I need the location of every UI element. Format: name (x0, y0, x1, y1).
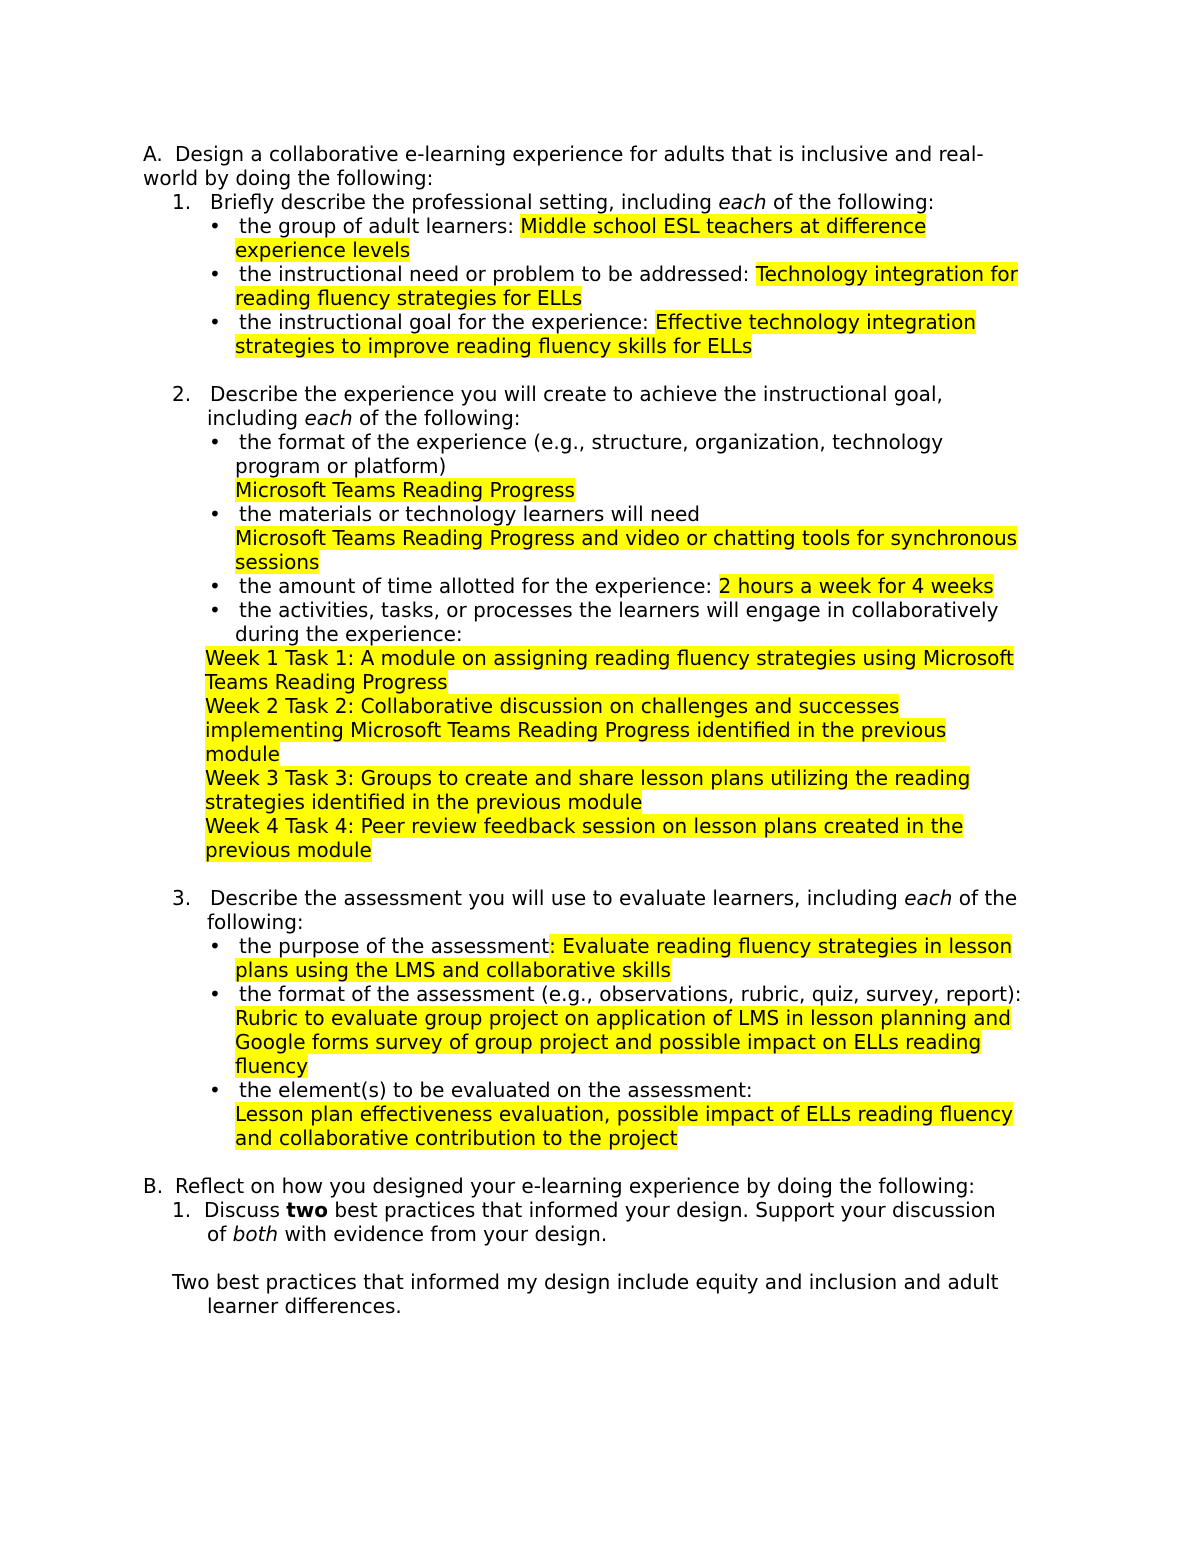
item-a2-label: 2. (172, 382, 192, 406)
highlighted-answer: experience levels (235, 238, 411, 262)
bullet-time (0, 574, 1200, 598)
bullet-icon: • (209, 1078, 221, 1102)
bullet-materials-answer-cont (0, 550, 1200, 574)
bullet-elements-answer (0, 1102, 1200, 1126)
highlighted-answer: implementing Microsoft Teams Reading Progress identified in the previous (205, 718, 947, 742)
item-a1-heading (0, 190, 1200, 214)
bullet-learners (0, 214, 1200, 238)
highlighted-answer: 2 hours a week for 4 weeks (718, 574, 994, 598)
highlighted-answer: Teams Reading Progress (205, 670, 448, 694)
response-line2: learner differences. (207, 1294, 402, 1318)
week-line (0, 790, 1200, 814)
bullet-prompt: the materials or technology learners will need (239, 502, 700, 526)
bullet-icon: • (209, 982, 221, 1006)
section-a-heading (0, 142, 1200, 166)
bullet-materials (0, 502, 1200, 526)
bullet-prompt: the element(s) to be evaluated on the assessment: (239, 1078, 753, 1102)
highlighted-answer: previous module (205, 838, 372, 862)
bullet-prompt: the activities, tasks, or processes the learners will engage in collaboratively (239, 598, 999, 622)
bullet-elements (0, 1078, 1200, 1102)
bullet-materials-answer (0, 526, 1200, 550)
highlighted-answer: strategies to improve reading fluency skills for ELLs (235, 334, 753, 358)
spacer (0, 1150, 1200, 1174)
week-line (0, 814, 1200, 838)
item-b1-text: Discuss (204, 1198, 287, 1222)
bullet-purpose-cont (0, 958, 1200, 982)
bullet-assessment-format-answer (0, 1054, 1200, 1078)
highlighted-answer: fluency (235, 1054, 309, 1078)
bullet-purpose (0, 934, 1200, 958)
bullet-icon: • (209, 214, 221, 238)
item-b1-heading (0, 1198, 1200, 1222)
highlighted-answer: Google forms survey of group project and possible impact on ELLs reading (235, 1030, 982, 1054)
highlighted-answer: Week 4 Task 4: Peer review feedback session on lesson plans created in the (205, 814, 964, 838)
highlighted-answer: Microsoft Teams Reading Progress and video or chatting tools for synchronous (235, 526, 1018, 550)
bullet-icon: • (209, 310, 221, 334)
bullet-prompt: the group of adult learners: (239, 214, 521, 238)
bullet-format-answer (0, 478, 1200, 502)
highlighted-answer: Rubric to evaluate group project on application of LMS in lesson planning and (235, 1006, 1011, 1030)
highlighted-answer: Week 3 Task 3: Groups to create and share lesson plans utilizing the reading (205, 766, 971, 790)
week-line (0, 646, 1200, 670)
item-a3-heading (0, 886, 1200, 910)
highlighted-answer: Microsoft Teams Reading Progress (235, 478, 575, 502)
bullet-goal (0, 310, 1200, 334)
bullet-elements-answer (0, 1126, 1200, 1150)
item-b1-emphasis: both (232, 1222, 279, 1246)
week-line (0, 742, 1200, 766)
document-page (0, 142, 1200, 1318)
item-b1-text: of (207, 1222, 233, 1246)
item-a3-emphasis: each (904, 886, 953, 910)
section-b-label: B. (143, 1174, 164, 1198)
bullet-prompt: the format of the experience (e.g., structure, organization, technology (239, 430, 944, 454)
week-line (0, 694, 1200, 718)
item-a2-line2 (0, 406, 1200, 430)
item-b1-strong: two (286, 1198, 329, 1222)
highlighted-answer: Lesson plan effectiveness evaluation, possible impact of ELLs reading fluency (235, 1102, 1013, 1126)
bullet-icon: • (209, 430, 221, 454)
bullet-learners-cont (0, 238, 1200, 262)
spacer (0, 358, 1200, 382)
item-a3-text: Describe the assessment you will use to evaluate learners, including (210, 886, 905, 910)
bullet-icon: • (209, 502, 221, 526)
bullet-assessment-format-answer (0, 1030, 1200, 1054)
bullet-prompt: the purpose of the assessment (239, 934, 550, 958)
highlighted-answer: and collaborative contribution to the project (235, 1126, 678, 1150)
highlighted-answer: module (205, 742, 280, 766)
item-a3-label: 3. (172, 886, 192, 910)
bullet-activities-cont: during the experience: (235, 622, 463, 646)
bullet-prompt: the instructional need or problem to be addressed: (239, 262, 756, 286)
item-b1-text-after: with evidence from your design. (278, 1222, 608, 1246)
bullet-format (0, 430, 1200, 454)
section-a-label: A. (143, 142, 163, 166)
bullet-goal-cont (0, 334, 1200, 358)
spacer (0, 862, 1200, 886)
bullet-icon: • (209, 574, 221, 598)
highlighted-answer: : Evaluate reading fluency strategies in lesson (549, 934, 1013, 958)
item-a1-label: 1. (172, 190, 192, 214)
highlighted-answer: Week 2 Task 2: Collaborative discussion on challenges and successes (205, 694, 900, 718)
item-a1-text: Briefly describe the professional setting, including (210, 190, 719, 214)
bullet-prompt: the format of the assessment (e.g., observations, rubric, quiz, survey, report): (239, 982, 1022, 1006)
highlighted-answer: Week 1 Task 1: A module on assigning reading fluency strategies using Microsoft (205, 646, 1014, 670)
section-a-intro-line2: world by doing the following: (143, 166, 434, 190)
item-a2-heading (0, 382, 1200, 406)
item-a1-text-after: of the following: (766, 190, 935, 214)
item-a3-text-after: of the (952, 886, 1018, 910)
item-a2-text-after: of the following: (352, 406, 521, 430)
item-a2-text: Describe the experience you will create to achieve the instructional goal, (210, 382, 943, 406)
response-line1: Two best practices that informed my design include equity and inclusion and adult (172, 1270, 999, 1294)
item-a3-line2: following: (207, 910, 304, 934)
highlighted-answer: Middle school ESL teachers at difference (520, 214, 927, 238)
highlighted-answer: strategies identified in the previous module (205, 790, 643, 814)
bullet-need (0, 262, 1200, 286)
highlighted-answer: Effective technology integration (655, 310, 977, 334)
bullet-format-cont: program or platform) (235, 454, 447, 478)
item-b1-label: 1. (172, 1198, 192, 1222)
section-b-intro: Reflect on how you designed your e-learning experience by doing the following: (175, 1174, 976, 1198)
bullet-prompt: the instructional goal for the experience: (239, 310, 656, 334)
bullet-assessment-format-answer (0, 1006, 1200, 1030)
bullet-icon: • (209, 934, 221, 958)
bullet-prompt: the amount of time allotted for the experience: (239, 574, 719, 598)
week-line (0, 670, 1200, 694)
item-a1-emphasis: each (718, 190, 767, 214)
week-line (0, 718, 1200, 742)
bullet-need-cont (0, 286, 1200, 310)
bullet-icon: • (209, 598, 221, 622)
section-b-heading (0, 1174, 1200, 1198)
bullet-icon: • (209, 262, 221, 286)
item-b1-text-after: best practices that informed your design. Support your discussion (328, 1198, 996, 1222)
highlighted-answer: Technology integration for (755, 262, 1018, 286)
bullet-activities (0, 598, 1200, 622)
week-line (0, 766, 1200, 790)
bullet-assessment-format (0, 982, 1200, 1006)
item-a2-emphasis: each (304, 406, 353, 430)
spacer (0, 1246, 1200, 1270)
highlighted-answer: sessions (235, 550, 320, 574)
item-b1-line2 (0, 1222, 1200, 1246)
section-a-intro-line1: Design a collaborative e-learning experience for adults that is inclusive and real- (175, 142, 984, 166)
highlighted-answer: reading fluency strategies for ELLs (235, 286, 583, 310)
week-line (0, 838, 1200, 862)
highlighted-answer: plans using the LMS and collaborative skills (235, 958, 671, 982)
item-a2-text: including (207, 406, 305, 430)
